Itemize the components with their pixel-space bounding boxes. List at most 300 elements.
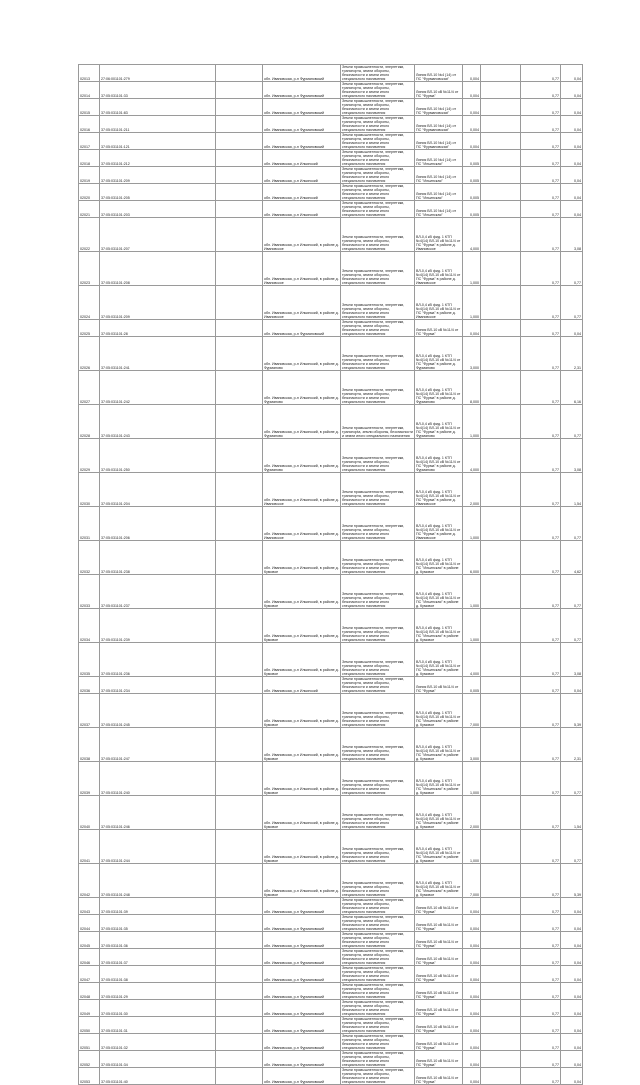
cell-address: обл. Ивановская, р-н Ильинский, в районе д. Кумовое bbox=[263, 762, 341, 796]
table-row bbox=[79, 167, 583, 184]
cell-rate: 0,77 bbox=[521, 150, 561, 167]
cell-area: 0,004 bbox=[463, 1017, 481, 1034]
cell-value-1 bbox=[481, 507, 521, 541]
table-row bbox=[79, 575, 583, 609]
cell-empty bbox=[216, 201, 263, 218]
cell-land-category: Земли промышленности, энергетики, транспорта, земли обороны, безопасности и земли иного специального назначения bbox=[341, 728, 415, 762]
cell-land-category: Земли промышленности, энергетики, транспорта, земли обороны, безопасности и земли иного специального назначения bbox=[341, 949, 415, 966]
cell-value-1 bbox=[481, 949, 521, 966]
cell-amount: 5,39 bbox=[561, 864, 583, 898]
cell-area: 1,000 bbox=[463, 830, 481, 864]
cell-address: обл. Ивановская, р-н Ильинский bbox=[263, 677, 341, 694]
cell-value-1 bbox=[481, 286, 521, 320]
cell-rate: 0,77 bbox=[521, 133, 561, 150]
cell-permitted-use: Линия ВЛ-10 кВ №11/4 от ПС "Фурма" bbox=[415, 320, 463, 337]
cell-area: 0,004 bbox=[463, 1068, 481, 1085]
cell-empty bbox=[216, 507, 263, 541]
cell-amount: 0,04 bbox=[561, 201, 583, 218]
table-row bbox=[79, 949, 583, 966]
cell-address: обл. Ивановская, р-н Ильинский bbox=[263, 167, 341, 184]
cell-value-1 bbox=[481, 898, 521, 915]
cell-address: обл. Ивановская, р-н Фурмановский bbox=[263, 1000, 341, 1017]
land-plots-table bbox=[78, 64, 583, 1085]
cell-permitted-use: ВЛ-0,4 кВ фид. 1 КТП №4(14) ВЛ-10 кВ №11/4 от ПС "Ильинская" в районе д. Кумовое bbox=[415, 643, 463, 677]
cell-value-1 bbox=[481, 218, 521, 252]
table-row bbox=[79, 541, 583, 575]
cell-address: обл. Ивановская, р-н Фурмановский bbox=[263, 932, 341, 949]
cell-land-category: Земли промышленности, энергетики, транспорта, земли обороны, безопасности и земли иного специального назначения bbox=[341, 932, 415, 949]
cell-address: обл. Ивановская, р-н Ильинский, в районе д. Кумовое bbox=[263, 643, 341, 677]
cell-area: 0,005 bbox=[463, 150, 481, 167]
cell-address: обл. Ивановская, р-н Ильинский, в районе д. Кумовое bbox=[263, 541, 341, 575]
cell-cadastral-number: 37:05:031101:211 bbox=[100, 116, 216, 133]
cell-amount: 0,77 bbox=[561, 252, 583, 286]
cell-empty bbox=[216, 473, 263, 507]
cell-area: 0,005 bbox=[463, 201, 481, 218]
cell-empty bbox=[216, 575, 263, 609]
cell-plot-code: 02043 bbox=[79, 898, 100, 915]
cell-cadastral-number: 37:05:031101:31 bbox=[100, 1017, 216, 1034]
cell-land-category: Земли промышленности, энергетики, транспорта, земли обороны, безопасности и земли иного специального назначения bbox=[341, 320, 415, 337]
cell-value-1 bbox=[481, 82, 521, 99]
cell-plot-code: 02041 bbox=[79, 830, 100, 864]
cell-amount: 0,04 bbox=[561, 898, 583, 915]
table-row bbox=[79, 898, 583, 915]
cell-empty bbox=[216, 932, 263, 949]
cell-empty bbox=[216, 405, 263, 439]
cell-area: 0,004 bbox=[463, 116, 481, 133]
cell-rate: 0,77 bbox=[521, 507, 561, 541]
cell-plot-code: 02033 bbox=[79, 575, 100, 609]
cell-amount: 0,04 bbox=[561, 932, 583, 949]
cell-empty bbox=[216, 218, 263, 252]
cell-cadastral-number: 37:05:031101:34 bbox=[100, 1051, 216, 1068]
cell-rate: 0,77 bbox=[521, 439, 561, 473]
cell-address: обл. Ивановская, р-н Ильинский, в районе д. Кумовое bbox=[263, 575, 341, 609]
cell-empty bbox=[216, 609, 263, 643]
cell-rate: 0,77 bbox=[521, 184, 561, 201]
cell-land-category: Земли промышленности, энергетики, транспорta, земли обороны, безопасности и земли иного специального назначения bbox=[341, 405, 415, 439]
cell-rate: 0,77 bbox=[521, 762, 561, 796]
cell-cadastral-number: 37:05:031101:209 bbox=[100, 286, 216, 320]
cell-plot-code: 02038 bbox=[79, 728, 100, 762]
cell-permitted-use: Линия ВЛ-10 кВ №11/4 от ПС "Фурма" bbox=[415, 983, 463, 1000]
cell-permitted-use: ВЛ-0,4 кВ фид. 1 КТП №4(14) ВЛ-10 кВ №11/4 от ПС "Фурма" в районе д. Фурманово bbox=[415, 337, 463, 371]
table-row bbox=[79, 728, 583, 762]
cell-empty bbox=[216, 694, 263, 728]
cell-permitted-use: Линия ВЛ-10 кВ №11/4 от ПС "Фурма" bbox=[415, 1034, 463, 1051]
cell-land-category: Земли промышленности, энергетики, транспорта, земли обороны, безопасности и земли иного специального назначения bbox=[341, 966, 415, 983]
table-row bbox=[79, 643, 583, 677]
cell-value-1 bbox=[481, 694, 521, 728]
cell-plot-code: 02028 bbox=[79, 405, 100, 439]
cell-empty bbox=[216, 371, 263, 405]
cell-empty bbox=[216, 65, 263, 82]
cell-area: 0,004 bbox=[463, 949, 481, 966]
cell-land-category: Земли промышленности, энергетики, транспорта, земли обороны, безопасности и земли иного специального назначения bbox=[341, 694, 415, 728]
cell-address: обл. Ивановская, р-н Ильинский, в районе д. Кумовое bbox=[263, 864, 341, 898]
cell-empty bbox=[216, 337, 263, 371]
cell-address: обл. Ивановская, р-н Ильинский, в районе д. Ивановское bbox=[263, 286, 341, 320]
cell-area: 3,000 bbox=[463, 728, 481, 762]
cell-value-1 bbox=[481, 830, 521, 864]
cell-permitted-use: Линия ВЛ-10 кВ №11/4 от ПС "Фурма" bbox=[415, 1017, 463, 1034]
cell-plot-code: 02018 bbox=[79, 150, 100, 167]
cell-permitted-use: Линия ВЛ-10 кВ №11/4 от ПС "Фурма" bbox=[415, 677, 463, 694]
cell-rate: 0,77 bbox=[521, 286, 561, 320]
cell-rate: 0,77 bbox=[521, 405, 561, 439]
cell-empty bbox=[216, 762, 263, 796]
cell-permitted-use: Линия ВЛ-10 №4 (14) от ПС "Ильинская" bbox=[415, 150, 463, 167]
cell-plot-code: 02024 bbox=[79, 286, 100, 320]
cell-value-1 bbox=[481, 983, 521, 1000]
cell-address: обл. Ивановская, р-н Ильинский bbox=[263, 184, 341, 201]
cell-rate: 0,77 bbox=[521, 915, 561, 932]
cell-land-category: Земли промышленности, энергетики, транспорта, земли обороны, безопасности и земли иного специального назначения bbox=[341, 133, 415, 150]
cell-area: 1,000 bbox=[463, 762, 481, 796]
cell-amount: 0,04 bbox=[561, 949, 583, 966]
cell-plot-code: 02027 bbox=[79, 371, 100, 405]
table-row bbox=[79, 405, 583, 439]
cell-land-category: Земли промышленности, энергетики, транспорта, земли обороны, безопасности и земли иного специального назначения bbox=[341, 473, 415, 507]
cell-address: обл. Ивановская, р-н Ильинский bbox=[263, 150, 341, 167]
cell-rate: 0,77 bbox=[521, 167, 561, 184]
cell-address: обл. Ивановская, р-н Фурмановский bbox=[263, 133, 341, 150]
cell-amount: 1,54 bbox=[561, 796, 583, 830]
cell-cadastral-number: 37:05:031101:121 bbox=[100, 133, 216, 150]
cell-value-1 bbox=[481, 541, 521, 575]
cell-plot-code: 02035 bbox=[79, 643, 100, 677]
cell-plot-code: 02047 bbox=[79, 966, 100, 983]
cell-cadastral-number: 37:05:031101:234 bbox=[100, 677, 216, 694]
cell-permitted-use: ВЛ-0,4 кВ фид. 1 КТП №4(14) ВЛ-10 кВ №11/4 от ПС "Фурма" в районе д. Фурманово bbox=[415, 439, 463, 473]
cell-permitted-use: ВЛ-0,4 кВ фид. 1 КТП №4(14) ВЛ-10 кВ №11/4 от ПС "Фурма" в районе д. Ивановское bbox=[415, 252, 463, 286]
cell-land-category: Земли промышленности, энергетики, транспорта, земли обороны, безопасности и земли иного специального назначения bbox=[341, 1051, 415, 1068]
cell-area: 1,000 bbox=[463, 286, 481, 320]
cell-cadastral-number: 37:05:031101:203 bbox=[100, 201, 216, 218]
cell-empty bbox=[216, 1034, 263, 1051]
cell-cadastral-number: 37:05:031101:207 bbox=[100, 218, 216, 252]
cell-area: 4,000 bbox=[463, 439, 481, 473]
table-row bbox=[79, 983, 583, 1000]
cell-address: обл. Ивановская, р-н Ильинский, в районе д. Ивановское bbox=[263, 507, 341, 541]
cell-plot-code: 02016 bbox=[79, 116, 100, 133]
cell-empty bbox=[216, 439, 263, 473]
table-row bbox=[79, 609, 583, 643]
cell-plot-code: 02052 bbox=[79, 1051, 100, 1068]
cell-permitted-use: Линия ВЛ-10 №4 (14) от ПС "Фурмановская" bbox=[415, 116, 463, 133]
cell-plot-code: 02025 bbox=[79, 320, 100, 337]
cell-area: 8,000 bbox=[463, 371, 481, 405]
cell-address: обл. Ивановская, р-н Фурмановский bbox=[263, 1034, 341, 1051]
cell-cadastral-number: 37:05:031101:243 bbox=[100, 405, 216, 439]
cell-plot-code: 02051 bbox=[79, 1034, 100, 1051]
table-row bbox=[79, 796, 583, 830]
cell-area: 4,000 bbox=[463, 218, 481, 252]
cell-land-category: Земли промышленности, энергетики, транспорта, земли обороны, безопасности и земли иного специального назначения bbox=[341, 983, 415, 1000]
table-row bbox=[79, 99, 583, 116]
table-row bbox=[79, 1051, 583, 1068]
cell-value-1 bbox=[481, 677, 521, 694]
cell-permitted-use: Линия ВЛ-10 №4 (14) от ПС "Фурмановская" bbox=[415, 133, 463, 150]
cell-address: обл. Ивановская, р-н Фурмановский bbox=[263, 1051, 341, 1068]
cell-plot-code: 02026 bbox=[79, 337, 100, 371]
cell-value-1 bbox=[481, 609, 521, 643]
cell-empty bbox=[216, 728, 263, 762]
cell-land-category: Земли промышленности, энергетики, транспорта, земли обороны, безопасности и земли иного специального назначения bbox=[341, 830, 415, 864]
cell-empty bbox=[216, 898, 263, 915]
cell-land-category: Земли промышленности, энергетики, транспорта, земли обороны, безопасности и земли иного специального назначения bbox=[341, 184, 415, 201]
cell-amount: 0,04 bbox=[561, 1000, 583, 1017]
table-row bbox=[79, 1017, 583, 1034]
cell-amount: 0,04 bbox=[561, 677, 583, 694]
cell-land-category: Земли промышленности, энергетики, транспорта, земли обороны, безопасности и земли иного специального назначения bbox=[341, 65, 415, 82]
cell-area: 1,000 bbox=[463, 405, 481, 439]
table-row bbox=[79, 439, 583, 473]
table-row bbox=[79, 966, 583, 983]
cell-amount: 5,39 bbox=[561, 694, 583, 728]
cell-area: 1,000 bbox=[463, 252, 481, 286]
cell-permitted-use: Линия ВЛ-10 №4 (14) от ПС "Фурмановская" bbox=[415, 99, 463, 116]
cell-permitted-use: ВЛ-0,4 кВ фид. 1 КТП №4(14) ВЛ-10 кВ №11/4 от ПС "Ильинская" в районе д. Кумовое bbox=[415, 541, 463, 575]
cell-empty bbox=[216, 167, 263, 184]
table-row bbox=[79, 473, 583, 507]
cell-plot-code: 02030 bbox=[79, 473, 100, 507]
cell-amount: 0,77 bbox=[561, 507, 583, 541]
cell-value-1 bbox=[481, 643, 521, 677]
cell-land-category: Земли промышленности, энергетики, транспорта, земли обороны, безопасности и земли иного специального назначения bbox=[341, 82, 415, 99]
cell-address: обл. Ивановская, р-н Ильинский, в районе д. Кумовое bbox=[263, 609, 341, 643]
cell-cadastral-number: 37:05:031101:246 bbox=[100, 796, 216, 830]
cell-rate: 0,77 bbox=[521, 1034, 561, 1051]
cell-area: 0,004 bbox=[463, 320, 481, 337]
cell-cadastral-number: 37:05:031101:238 bbox=[100, 541, 216, 575]
cell-empty bbox=[216, 796, 263, 830]
cell-land-category: Земли промышленности, энергетики, транспорта, земли обороны, безопасности и земли иного специального назначения bbox=[341, 1000, 415, 1017]
cell-value-1 bbox=[481, 1034, 521, 1051]
cell-address: обл. Ивановская, р-н Фурмановский bbox=[263, 915, 341, 932]
cell-plot-code: 02045 bbox=[79, 932, 100, 949]
cell-cadastral-number: 37:05:031101:39 bbox=[100, 898, 216, 915]
cell-cadastral-number: 37:05:031101:28 bbox=[100, 320, 216, 337]
cell-permitted-use: ВЛ-0,4 кВ фид. 1 КТП №4(14) ВЛ-10 кВ №11/4 от ПС "Ильинская" в районе д. Кумовое bbox=[415, 728, 463, 762]
cell-address: обл. Ивановская, р-н Фурмановский bbox=[263, 320, 341, 337]
cell-plot-code: 02020 bbox=[79, 184, 100, 201]
cell-permitted-use: Линия ВЛ-10 №4 (14) от ПС "Ильинская" bbox=[415, 167, 463, 184]
cell-value-1 bbox=[481, 150, 521, 167]
cell-area: 1,000 bbox=[463, 575, 481, 609]
cell-empty bbox=[216, 99, 263, 116]
cell-value-1 bbox=[481, 167, 521, 184]
cell-value-1 bbox=[481, 1000, 521, 1017]
cell-permitted-use: Линия ВЛ-10 кВ №11/4 от ПС "Фурма" bbox=[415, 82, 463, 99]
cell-plot-code: 02046 bbox=[79, 949, 100, 966]
cell-plot-code: 02021 bbox=[79, 201, 100, 218]
cell-rate: 0,77 bbox=[521, 65, 561, 82]
cell-area: 3,000 bbox=[463, 337, 481, 371]
cell-plot-code: 02031 bbox=[79, 507, 100, 541]
cell-plot-code: 02013 bbox=[79, 65, 100, 82]
cell-empty bbox=[216, 643, 263, 677]
cell-empty bbox=[216, 541, 263, 575]
cell-land-category: Земли промышленности, энергетики, транспорта, земли обороны, безопасности и земли иного специального назначения bbox=[341, 796, 415, 830]
cell-address: обл. Ивановская, р-н Фурмановский bbox=[263, 966, 341, 983]
cell-address: обл. Ивановская, р-н Ильинский, в районе д. Фурманово bbox=[263, 337, 341, 371]
cell-empty bbox=[216, 677, 263, 694]
cell-value-1 bbox=[481, 337, 521, 371]
cell-cadastral-number: 37:05:031101:245 bbox=[100, 694, 216, 728]
table-row bbox=[79, 286, 583, 320]
cell-cadastral-number: 37:05:031101:240 bbox=[100, 762, 216, 796]
cell-rate: 0,77 bbox=[521, 1068, 561, 1085]
cell-plot-code: 02039 bbox=[79, 762, 100, 796]
cell-plot-code: 02036 bbox=[79, 677, 100, 694]
cell-cadastral-number: 37:05:031101:208 bbox=[100, 252, 216, 286]
cell-amount: 0,77 bbox=[561, 762, 583, 796]
cell-address: обл. Ивановская, р-н Ильинский, в районе д. Ивановское bbox=[263, 218, 341, 252]
cell-value-1 bbox=[481, 371, 521, 405]
cell-cadastral-number: 37:05:031101:250 bbox=[100, 439, 216, 473]
cell-address: обл. Ивановская, р-н Фурмановский bbox=[263, 116, 341, 133]
cell-amount: 0,04 bbox=[561, 320, 583, 337]
cell-cadastral-number: 37:05:031101:204 bbox=[100, 473, 216, 507]
cell-land-category: Земли промышленности, энергетики, транспорта, земли обороны, безопасности и земли иного специального назначения bbox=[341, 507, 415, 541]
cell-plot-code: 02019 bbox=[79, 167, 100, 184]
cell-permitted-use: Линия ВЛ-10 №4 (14) от ПС "Ильинская" bbox=[415, 201, 463, 218]
cell-rate: 0,77 bbox=[521, 898, 561, 915]
cell-rate: 0,77 bbox=[521, 932, 561, 949]
cell-area: 7,000 bbox=[463, 864, 481, 898]
cell-cadastral-number: 37:05:031101:212 bbox=[100, 150, 216, 167]
cell-cadastral-number: 37:05:031101:237 bbox=[100, 575, 216, 609]
cell-rate: 0,77 bbox=[521, 201, 561, 218]
cell-plot-code: 02014 bbox=[79, 82, 100, 99]
cell-cadastral-number: 37:05:031101:242 bbox=[100, 371, 216, 405]
cell-plot-code: 02034 bbox=[79, 609, 100, 643]
cell-area: 6,000 bbox=[463, 541, 481, 575]
cell-value-1 bbox=[481, 252, 521, 286]
cell-area: 0,004 bbox=[463, 932, 481, 949]
cell-value-1 bbox=[481, 762, 521, 796]
cell-empty bbox=[216, 1051, 263, 1068]
cell-area: 1,000 bbox=[463, 609, 481, 643]
cell-area: 0,004 bbox=[463, 915, 481, 932]
cell-cadastral-number: 37:05:031101:38 bbox=[100, 966, 216, 983]
cell-address: обл. Ивановская, р-н Ильинский, в районе д. Фурманово bbox=[263, 405, 341, 439]
cell-rate: 0,77 bbox=[521, 728, 561, 762]
table-row bbox=[79, 65, 583, 82]
cell-permitted-use: ВЛ-0,4 кВ фид. 1 КТП №4(14) ВЛ-10 кВ №11/4 от ПС "Ильинская" в районе д. Кумовое bbox=[415, 796, 463, 830]
cell-land-category: Земли промышленности, энергетики, транспорта, земли обороны, безопасности и земли иного специального назначения bbox=[341, 116, 415, 133]
cell-address: обл. Ивановская, р-н Ильинский, в районе д. Кумовое bbox=[263, 728, 341, 762]
cell-land-category: Земли промышленности, энергетики, транспорта, земли обороны, безопасности и земли иного специального назначения bbox=[341, 864, 415, 898]
cell-rate: 0,77 bbox=[521, 609, 561, 643]
cell-rate: 0,77 bbox=[521, 796, 561, 830]
cell-plot-code: 02029 bbox=[79, 439, 100, 473]
cell-value-1 bbox=[481, 201, 521, 218]
cell-value-1 bbox=[481, 405, 521, 439]
cell-cadastral-number: 37:05:031101:209 bbox=[100, 167, 216, 184]
cell-rate: 0,77 bbox=[521, 694, 561, 728]
cell-amount: 0,77 bbox=[561, 609, 583, 643]
cell-land-category: Земли промышленности, энергетики, транспорта, земли обороны, безопасности и земли иного специального назначения bbox=[341, 762, 415, 796]
cell-area: 0,004 bbox=[463, 983, 481, 1000]
cell-address: обл. Ивановская, р-н Фурмановский bbox=[263, 99, 341, 116]
cell-land-category: Земли промышленности, энергетики, транспорта, земли обороны, безопасности и земли иного специального назначения bbox=[341, 286, 415, 320]
cell-rate: 0,77 bbox=[521, 966, 561, 983]
cell-area: 4,000 bbox=[463, 643, 481, 677]
cell-area: 2,000 bbox=[463, 473, 481, 507]
cell-permitted-use: Линия ВЛ-10 кВ №11/4 от ПС "Фурма" bbox=[415, 966, 463, 983]
cell-empty bbox=[216, 983, 263, 1000]
cell-permitted-use: Линия ВЛ-10 кВ №11/4 от ПС "Фурма" bbox=[415, 1068, 463, 1085]
cell-value-1 bbox=[481, 439, 521, 473]
cell-amount: 0,77 bbox=[561, 830, 583, 864]
cell-permitted-use: Линия ВЛ-10 №4 (14) от ПС "Фурмановская" bbox=[415, 65, 463, 82]
cell-rate: 0,77 bbox=[521, 983, 561, 1000]
cell-rate: 0,77 bbox=[521, 1051, 561, 1068]
cell-value-1 bbox=[481, 1068, 521, 1085]
cell-amount: 0,04 bbox=[561, 966, 583, 983]
cell-permitted-use: ВЛ-0,4 кВ фид. 1 КТП №4(14) ВЛ-10 кВ №11/4 от ПС "Ильинская" в районе д. Кумовое bbox=[415, 694, 463, 728]
cell-empty bbox=[216, 320, 263, 337]
cell-land-category: Земли промышленности, энергетики, транспорта, земли обороны, безопасности и земли иного специального назначения bbox=[341, 575, 415, 609]
cell-area: 0,005 bbox=[463, 167, 481, 184]
cell-empty bbox=[216, 150, 263, 167]
cell-empty bbox=[216, 966, 263, 983]
cell-value-1 bbox=[481, 99, 521, 116]
table-body bbox=[79, 65, 583, 1085]
cell-cadastral-number: 37:05:031101:37 bbox=[100, 949, 216, 966]
cell-amount: 0,04 bbox=[561, 915, 583, 932]
cell-permitted-use: ВЛ-0,4 кВ фид. 1 КТП №4(14) ВЛ-10 кВ №11/4 от ПС "Ильинская" в районе д. Кумовое bbox=[415, 830, 463, 864]
cell-permitted-use: ВЛ-0,4 кВ фид. 1 КТП №4(14) ВЛ-10 кВ №11/4 от ПС "Фурма" в районе д. Фурманово bbox=[415, 371, 463, 405]
cell-amount: 2,31 bbox=[561, 337, 583, 371]
cell-address: обл. Ивановская, р-н Ильинский, в районе д. Ивановское bbox=[263, 473, 341, 507]
cell-address: обл. Ивановская, р-н Фурмановский bbox=[263, 898, 341, 915]
cell-plot-code: 02032 bbox=[79, 541, 100, 575]
cell-land-category: Земли промышленности, энергетики, транспорта, земли обороны, безопасности и земли иного специального назначения bbox=[341, 371, 415, 405]
cell-plot-code: 02037 bbox=[79, 694, 100, 728]
table-row bbox=[79, 320, 583, 337]
cell-area: 0,004 bbox=[463, 82, 481, 99]
cell-address: обл. Ивановская, р-н Фурмановский bbox=[263, 82, 341, 99]
table-row bbox=[79, 507, 583, 541]
cell-permitted-use: ВЛ-0,4 кВ фид. 1 КТП №4(14) ВЛ-10 кВ №11/4 от ПС "Фурма" в районе д. Фурманово bbox=[415, 405, 463, 439]
cell-amount: 0,04 bbox=[561, 1068, 583, 1085]
cell-plot-code: 02023 bbox=[79, 252, 100, 286]
cell-land-category: Земли промышленности, энергетики, транспорта, земли обороны, безопасности и земли иного специального назначения bbox=[341, 99, 415, 116]
cell-amount: 3,08 bbox=[561, 218, 583, 252]
cell-cadastral-number: 37:05:031101:244 bbox=[100, 830, 216, 864]
cell-plot-code: 02053 bbox=[79, 1068, 100, 1085]
cell-plot-code: 02048 bbox=[79, 983, 100, 1000]
cell-rate: 0,77 bbox=[521, 949, 561, 966]
cell-land-category: Земли промышленности, энергетики, транспорта, земли обороны, безопасности и земли иного специального назначения bbox=[341, 201, 415, 218]
cell-permitted-use: Линия ВЛ-10 кВ №11/4 от ПС "Фурма" bbox=[415, 1051, 463, 1068]
cell-amount: 0,04 bbox=[561, 82, 583, 99]
cell-permitted-use: Линия ВЛ-10 кВ №11/4 от ПС "Фурма" bbox=[415, 898, 463, 915]
cell-cadastral-number: 37:05:031101:83 bbox=[100, 99, 216, 116]
cell-land-category: Земли промышленности, энергетики, транспорта, земли обороны, безопасности и земли иного специального назначения bbox=[341, 252, 415, 286]
table-row bbox=[79, 337, 583, 371]
cell-cadastral-number: 37:05:031101:206 bbox=[100, 507, 216, 541]
cell-area: 2,000 bbox=[463, 796, 481, 830]
cell-area: 1,000 bbox=[463, 507, 481, 541]
cell-plot-code: 02015 bbox=[79, 99, 100, 116]
cell-value-1 bbox=[481, 864, 521, 898]
cell-address: обл. Ивановская, р-н Фурмановский bbox=[263, 983, 341, 1000]
